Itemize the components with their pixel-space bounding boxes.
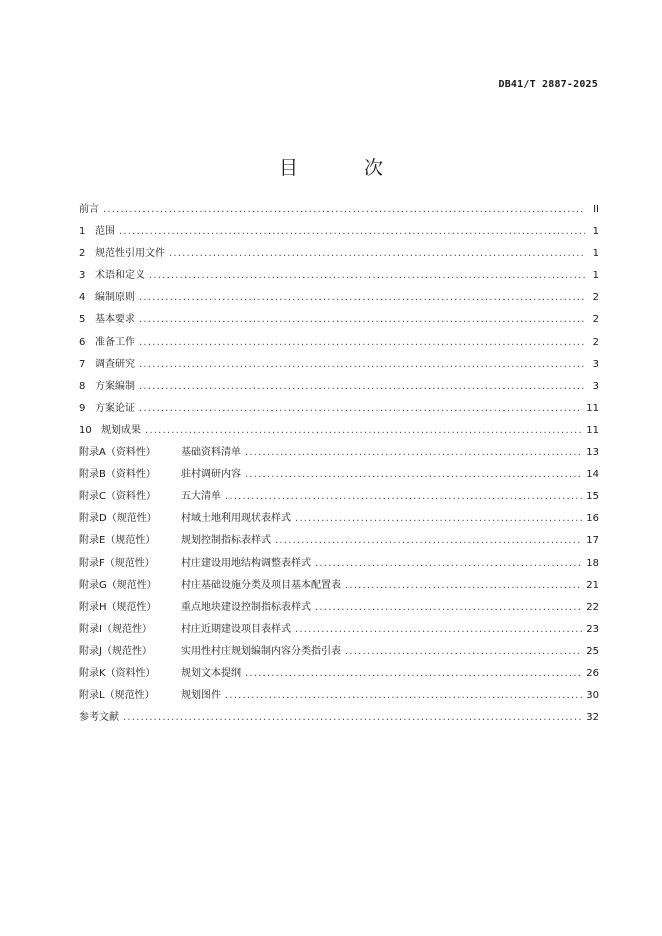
toc-leader-dots [123, 712, 582, 723]
toc-entry-number: 2 [79, 248, 86, 260]
toc-entry-title: 村庄近期建设项目表样式 [181, 623, 291, 635]
toc-entry-title: 前言 [79, 204, 99, 215]
toc-leader-dots [275, 535, 582, 546]
toc-leader-dots [345, 646, 582, 657]
toc-entry-page: 1 [592, 248, 599, 260]
toc-entry-number: 1 [79, 226, 86, 238]
toc-leader-dots [139, 403, 582, 414]
toc-entry[interactable] [79, 333, 599, 355]
toc-entry[interactable] [79, 598, 599, 620]
toc-leader-dots [149, 270, 585, 281]
toc-entry-page: 26 [586, 667, 599, 679]
toc-entry-title: 规划成果 [101, 424, 141, 436]
toc-entry-page: 1 [592, 226, 599, 238]
toc-leader-dots [245, 469, 582, 480]
toc-entry-title: 重点地块建设控制指标表样式 [181, 601, 311, 613]
toc-entry[interactable] [79, 443, 599, 465]
toc-leader-dots [139, 337, 585, 348]
toc-leader-dots [145, 425, 582, 436]
toc-leader-dots [295, 624, 582, 635]
toc-leader-dots [119, 226, 585, 237]
toc-leader-dots [295, 513, 582, 524]
toc-leader-dots [225, 491, 582, 502]
toc-entry-page: 3 [592, 358, 599, 370]
toc-entry-appendix-label: 附录B（资料性） [79, 469, 156, 481]
document-code: DB41/T 2887-2025 [498, 79, 598, 90]
toc-leader-dots [225, 690, 582, 701]
toc-entry-title: 基本要求 [95, 314, 135, 326]
toc-entry-page: 11 [586, 424, 599, 436]
toc-entry-title: 规划控制指标表样式 [181, 535, 271, 547]
toc-entry-title: 规划图件 [181, 690, 221, 702]
toc-entry-number: 6 [79, 336, 86, 348]
toc-entry[interactable] [79, 576, 599, 598]
toc-entry[interactable] [79, 200, 599, 222]
toc-entry-appendix-label: 附录E（规范性） [79, 535, 156, 547]
toc-entry-page: 2 [592, 292, 599, 304]
toc-entry-number: 8 [79, 380, 86, 392]
toc-entry[interactable] [79, 355, 599, 377]
toc-entry-appendix-label: 附录H（规范性） [79, 601, 157, 613]
toc-entry-title: 五大清单 [181, 491, 221, 503]
toc-entry-number: 10 [79, 424, 92, 436]
toc-entry-appendix-label: 附录A（资料性） [79, 447, 156, 459]
toc-entry-title: 范围 [95, 226, 115, 238]
toc-entry-page: 16 [586, 513, 599, 525]
toc-entry[interactable] [79, 465, 599, 487]
toc-entry-page: 2 [592, 336, 599, 348]
toc-entry-title: 规划文本提纲 [181, 667, 241, 679]
toc-leader-dots [315, 602, 582, 613]
toc-entry-title: 基础资料清单 [181, 447, 241, 459]
toc-leader-dots [245, 668, 582, 679]
toc-entry[interactable] [79, 509, 599, 531]
toc-entry-appendix-label: 附录I（规范性） [79, 623, 152, 635]
toc-entry-title: 村域土地利用现状表样式 [181, 513, 291, 525]
toc-entry-page: 14 [586, 469, 599, 481]
toc-entry[interactable] [79, 399, 599, 421]
toc-leader-dots [245, 447, 582, 458]
toc-entry-number: 7 [79, 358, 86, 370]
toc-entry-title: 术语和定义 [95, 270, 145, 282]
toc-entry-title: 规范性引用文件 [95, 248, 165, 260]
toc-entry-page: 2 [592, 314, 599, 326]
toc-entry[interactable] [79, 642, 599, 664]
toc-entry-title: 村庄基础设施分类及项目基本配置表 [181, 579, 341, 591]
toc-entry-appendix-label: 附录L（规范性） [79, 690, 155, 702]
toc-leader-dots [345, 580, 582, 591]
toc-entry-page: II [593, 204, 599, 215]
toc-entry-appendix-label: 附录D（规范性） [79, 513, 157, 525]
toc-entry-title: 准备工作 [95, 336, 135, 348]
toc-entry-appendix-label: 附录J（规范性） [79, 645, 152, 657]
toc-entry-title: 调查研究 [95, 358, 135, 370]
toc-leader-dots [139, 314, 585, 325]
toc-entry[interactable] [79, 222, 599, 244]
toc-leader-dots [139, 292, 585, 303]
toc-leader-dots [315, 558, 582, 569]
toc-entry-title: 方案编制 [95, 380, 135, 392]
toc-entry-appendix-label: 附录G（规范性） [79, 579, 157, 591]
toc-entry-page: 32 [586, 712, 599, 724]
toc-entry-title: 实用性村庄规划编制内容分类指引表 [181, 645, 341, 657]
toc-entry-page: 23 [586, 623, 599, 635]
toc-entry[interactable] [79, 686, 599, 708]
toc-entry-title: 驻村调研内容 [181, 469, 241, 481]
toc-entry-page: 22 [586, 601, 599, 613]
toc-entry-title: 方案论证 [95, 402, 135, 414]
toc-entry[interactable] [79, 487, 599, 509]
toc-entry-page: 1 [592, 270, 599, 282]
toc-entry-title: 参考文献 [79, 712, 119, 724]
toc-entry[interactable] [79, 244, 599, 266]
toc-leader-dots [139, 381, 585, 392]
toc-entry-page: 25 [586, 645, 599, 657]
toc-entry[interactable] [79, 288, 599, 310]
table-of-contents [79, 200, 599, 730]
toc-entry-title: 村庄建设用地结构调整表样式 [181, 557, 311, 569]
toc-entry-page: 30 [586, 690, 599, 702]
toc-entry[interactable] [79, 266, 599, 288]
toc-entry-number: 9 [79, 402, 86, 414]
toc-entry-appendix-label: 附录K（资料性） [79, 667, 156, 679]
page-title: 目 次 [278, 156, 414, 179]
toc-leader-dots [139, 359, 585, 370]
toc-entry-number: 4 [79, 292, 86, 304]
toc-entry[interactable] [79, 708, 599, 730]
toc-entry[interactable] [79, 664, 599, 686]
toc-entry[interactable] [79, 531, 599, 553]
toc-leader-dots [103, 204, 585, 215]
toc-entry-page: 13 [586, 447, 599, 459]
toc-entry-appendix-label: 附录F（规范性） [79, 557, 155, 569]
toc-leader-dots [169, 248, 585, 259]
toc-entry-page: 3 [592, 380, 599, 392]
toc-entry-number: 5 [79, 314, 86, 326]
toc-entry-page: 18 [586, 557, 599, 569]
toc-entry-page: 17 [586, 535, 599, 547]
toc-entry[interactable] [79, 421, 599, 443]
toc-entry-appendix-label: 附录C（资料性） [79, 491, 156, 503]
toc-entry-page: 11 [586, 402, 599, 414]
toc-entry-title: 编制原则 [95, 292, 135, 304]
toc-entry[interactable] [79, 310, 599, 332]
toc-entry-page: 21 [586, 579, 599, 591]
toc-entry[interactable] [79, 377, 599, 399]
toc-entry[interactable] [79, 620, 599, 642]
toc-entry[interactable] [79, 554, 599, 576]
toc-entry-number: 3 [79, 270, 86, 282]
toc-entry-page: 15 [586, 491, 599, 503]
